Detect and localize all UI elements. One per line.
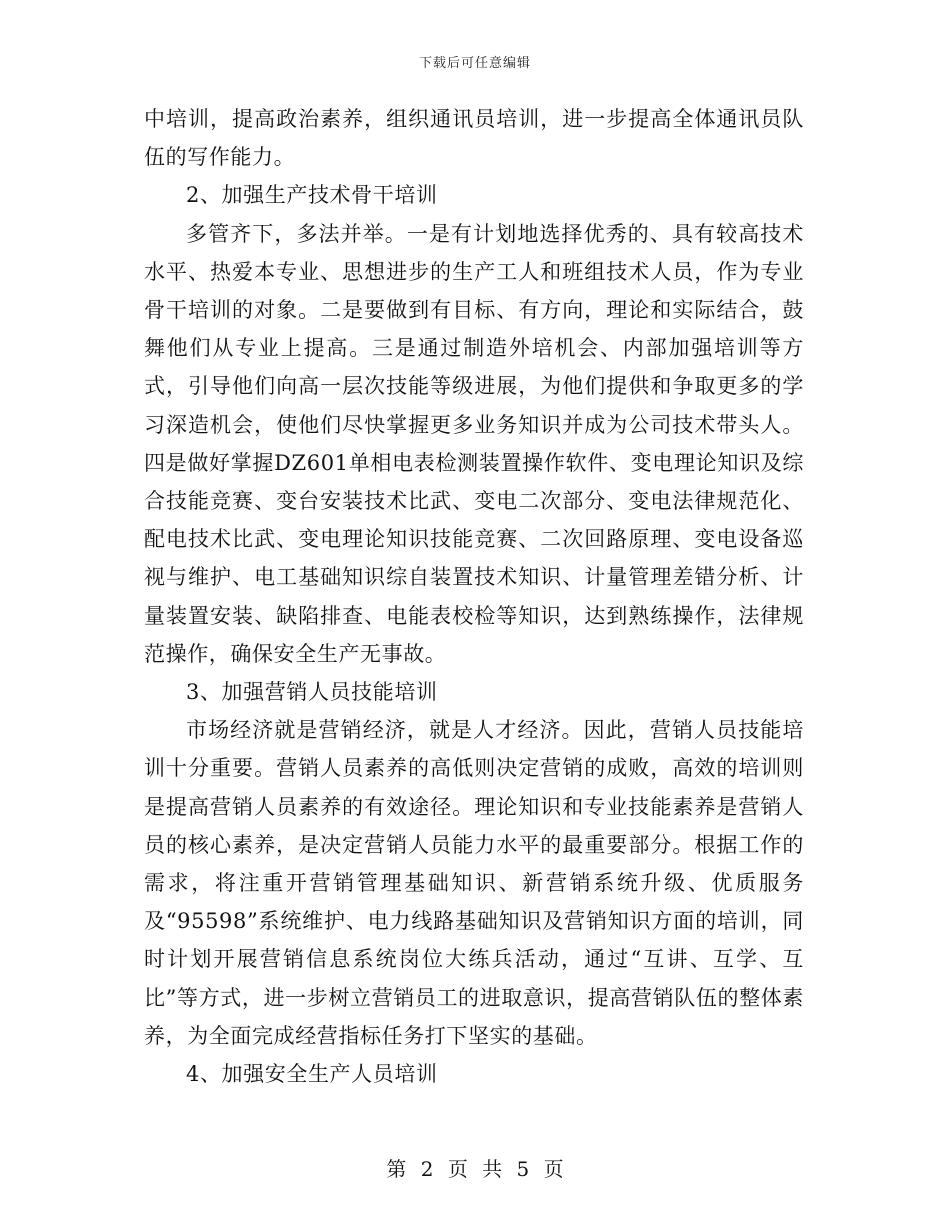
footer-page-number: 2 — [420, 1157, 434, 1181]
page-footer — [0, 1153, 950, 1182]
section-heading-2: 2、加强生产技术骨干培训 — [186, 183, 438, 208]
paragraph-marketing-training: 市场经济就是营销经济，就是人才经济。因此，营销人员技能培训十分重要。营销人员素养的高低则决定营销的成败，高效的培训则是提高营销人员素养的有效途径。理论知识和专业技能素养是营销人员的核心素养，是决定营销人员能力水平的最重要部分。根据工作的需求，将注重开营销管理基础知识、新营销系统升级、优质服务及“95598”系统维护、电力线路基础知识及营销知识方面的培训，同时计划开展营销信息系统岗位大练兵活动，通过“互讲、互学、互比”等方式，进一步树立营销员工的进取意识，提高营销队伍的整体素养，为全面完成经营指标任务打下坚实的基础。 — [144, 718, 804, 1048]
footer-suffix: 页 — [543, 1157, 564, 1181]
paragraph-continued: 中培训，提高政治素养，组织通讯员培训，进一步提高全体通讯员队伍的写作能力。 — [144, 107, 804, 170]
section-heading-4: 4、加强安全生产人员培训 — [186, 1062, 438, 1087]
document-body — [144, 100, 804, 1093]
page-header: 下载后可任意编辑 — [418, 56, 531, 71]
section-heading-3: 3、加强营销人员技能培训 — [186, 680, 438, 705]
paragraph-technical-training: 多管齐下，多法并举。一是有计划地选择优秀的、具有较高技术水平、热爱本专业、思想进步的生产工人和班组技术人员，作为专业骨干培训的对象。二是要做到有目标、有方向，理论和实际结合，鼓舞他们从专业上提高。三是通过制造外培机会、内部加强培训等方式，引导他们向高一层次技能等级进展，为他们提供和争取更多的学习深造机会，使他们尽快掌握更多业务知识并成为公司技术带头人。四是做好掌握DZ601单相电表检测装置操作软件、变电理论知识及综合技能竞赛、变台安装技术比武、变电二次部分、变电法律规范化、配电技术比武、变电理论知识技能竞赛、二次回路原理、变电设备巡视与维护、电工基础知识综自装置技术知识、计量管理差错分析、计量装置安装、缺陷排查、电能表校检等知识，达到熟练操作，法律规范操作，确保安全生产无事故。 — [144, 221, 804, 666]
footer-total-word: 共 — [482, 1157, 503, 1181]
footer-page-word: 页 — [447, 1157, 468, 1181]
footer-prefix: 第 — [386, 1157, 407, 1181]
footer-total-pages: 5 — [516, 1157, 530, 1181]
